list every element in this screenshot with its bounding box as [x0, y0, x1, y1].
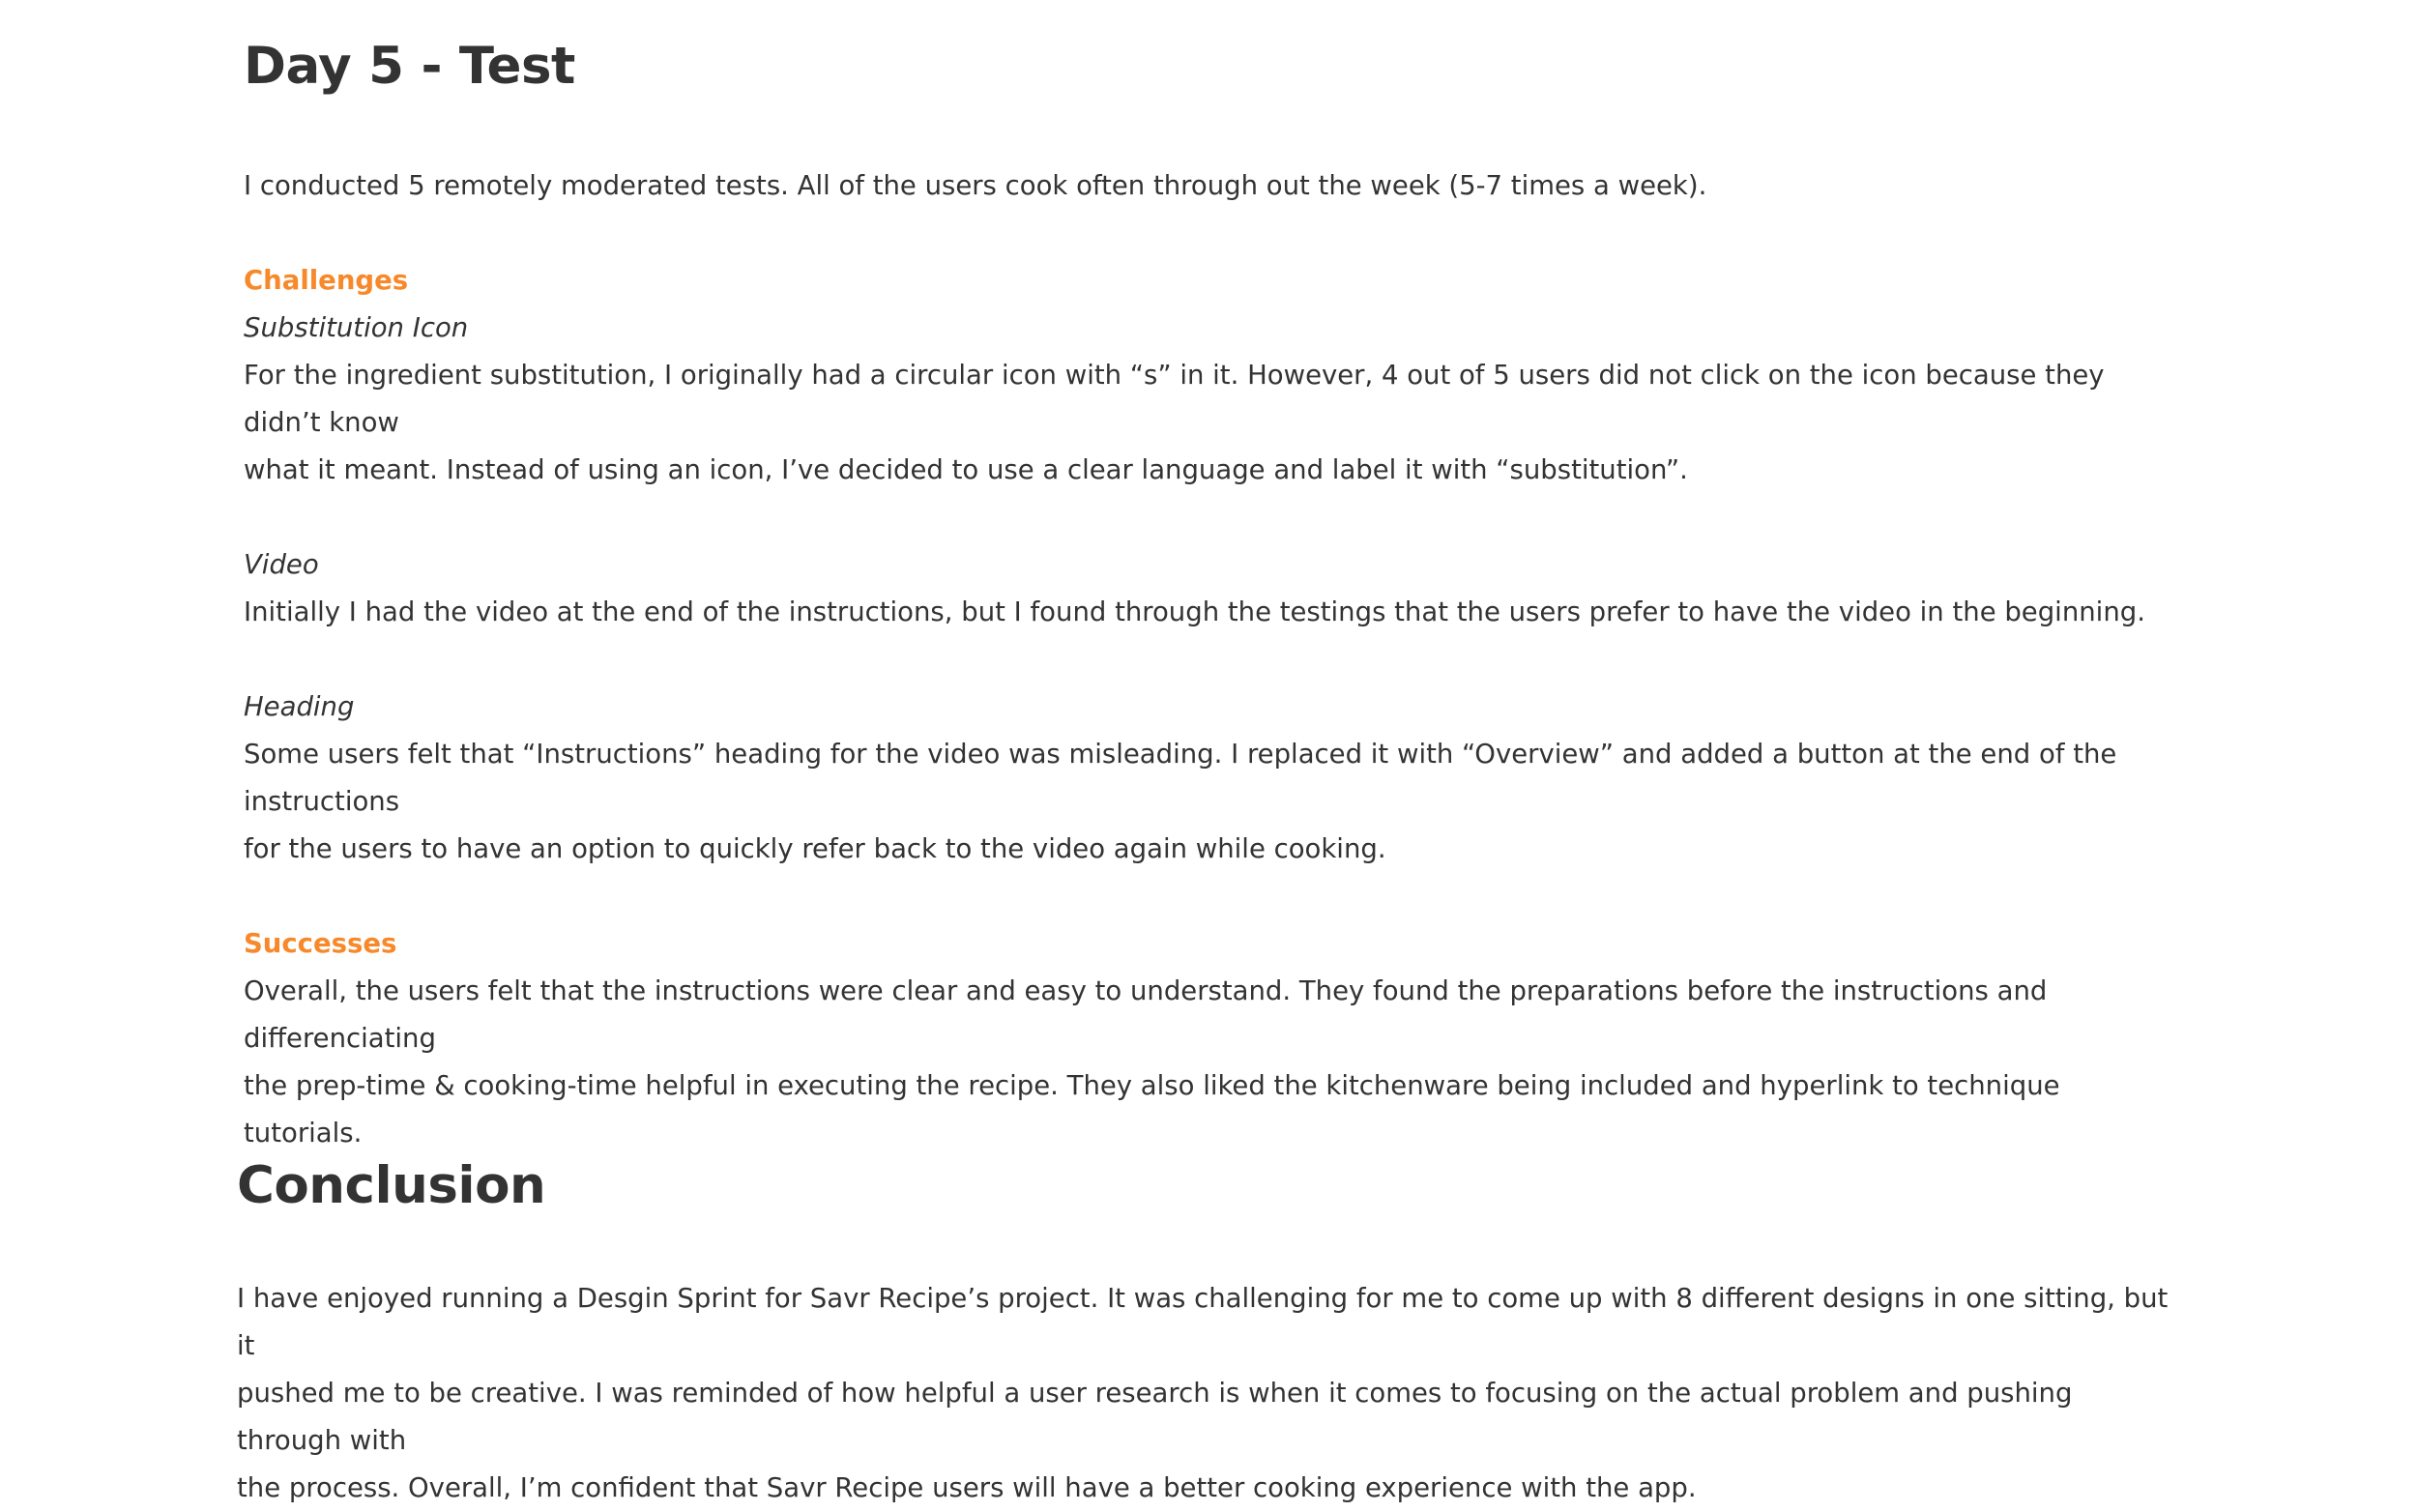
challenge-heading-block: [244, 683, 2177, 873]
conclusion-text-line: pushed me to be creative. I was reminded of how helpful a user research is when it comes to focusing on the actual problem and pushing through with: [237, 1378, 2073, 1456]
successes-block: [244, 920, 2177, 1157]
challenge-heading: Video: [244, 549, 319, 580]
successes-text-line: the prep-time & cooking-time helpful in executing the recipe. They also liked the kitchenware being included and hyperlink to technique tutorials.: [244, 1070, 2060, 1149]
day5-title: Day 5 - Test: [244, 37, 575, 96]
conclusion-text-line: I have enjoyed running a Desgin Sprint for Savr Recipe’s project. It was challenging for me to come up with 8 different designs in one sitting, but it: [237, 1283, 2169, 1361]
challenges-label: Challenges: [244, 265, 409, 296]
challenge-video: [244, 541, 2177, 636]
conclusion-title: Conclusion: [237, 1156, 546, 1215]
conclusion-section: [237, 1149, 2170, 1512]
challenge-text-line: what it meant. Instead of using an icon, I’ve decided to use a clear language and label it with “substitution”.: [244, 454, 1688, 485]
challenge-text-line: for the users to have an option to quickly refer back to the video again while cooking.: [244, 833, 1386, 864]
conclusion-body: [237, 1275, 2170, 1512]
successes-label: Successes: [244, 928, 397, 959]
successes-text-line: Overall, the users felt that the instructions were clear and easy to understand. They found the preparations before the instructions and differenciating: [244, 975, 2048, 1054]
challenge-heading: Substitution Icon: [244, 312, 469, 343]
conclusion-text-line: the process. Overall, I’m confident that Savr Recipe users will have a better cooking experience with the app.: [237, 1472, 1697, 1503]
challenge-substitution-icon: [244, 305, 2177, 494]
day5-intro: I conducted 5 remotely moderated tests. All of the users cook often through out the week (5-7 times a week).: [244, 170, 1707, 201]
challenge-text-line: For the ingredient substitution, I originally had a circular icon with “s” in it. However, 4 out of 5 users did not click on the icon because they didn’t know: [244, 360, 2105, 438]
challenge-heading: Heading: [244, 691, 355, 722]
challenge-text-line: Initially I had the video at the end of the instructions, but I found through the testings that the users prefer to have the video in the beginning.: [244, 596, 2145, 627]
challenges-block: [244, 257, 2177, 873]
challenge-text-line: Some users felt that “Instructions” heading for the video was misleading. I replaced it with “Overview” and added a button at the end of the instructions: [244, 739, 2117, 817]
day5-section: [244, 29, 2177, 1157]
